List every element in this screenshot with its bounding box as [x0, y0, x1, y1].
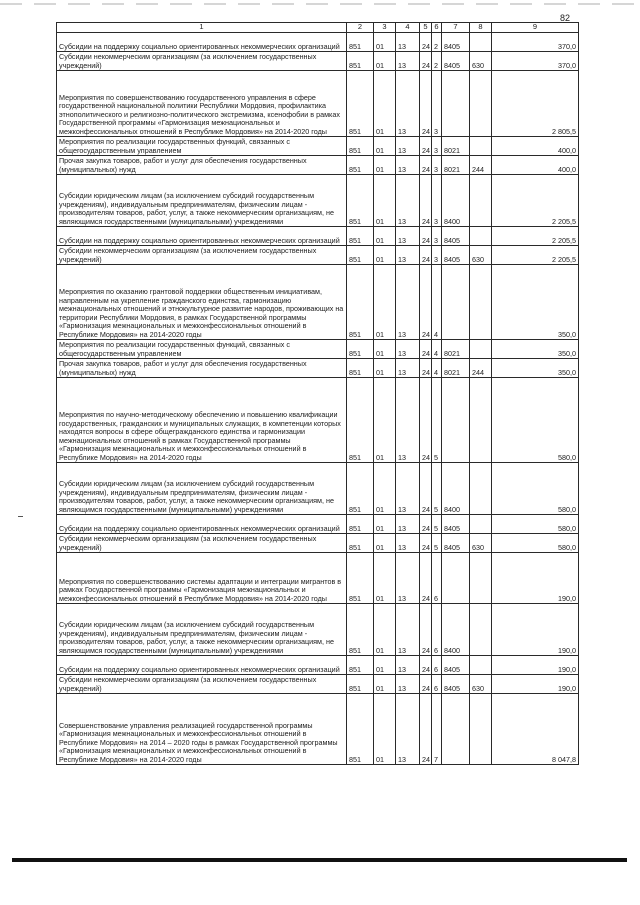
table-row [57, 137, 579, 156]
subprogram-code: 3 [432, 137, 442, 156]
row-description: Мероприятия по реализации государственных функций, связанных с общегосударственным управлением [57, 137, 347, 156]
section-code: 01 [374, 156, 396, 175]
subprogram-code: 3 [432, 175, 442, 227]
program-code: 24 [420, 246, 432, 265]
target-code: 8400 [442, 463, 470, 515]
subprogram-code: 2 [432, 52, 442, 71]
program-code: 24 [420, 515, 432, 534]
col-header: 4 [396, 23, 420, 33]
ministry-code: 851 [347, 156, 374, 175]
ministry-code: 851 [347, 534, 374, 553]
ministry-code: 851 [347, 656, 374, 675]
ministry-code: 851 [347, 175, 374, 227]
table-row [57, 246, 579, 265]
program-code: 24 [420, 553, 432, 604]
table-row [57, 359, 579, 378]
table-row [57, 656, 579, 675]
subsection-code: 13 [396, 52, 420, 71]
ministry-code: 851 [347, 515, 374, 534]
table-row [57, 604, 579, 656]
table-row [57, 52, 579, 71]
amount: 580,0 [492, 378, 579, 463]
row-description: Субсидии некоммерческим организациям (за исключением государственных учреждений) [57, 534, 347, 553]
target-code [442, 553, 470, 604]
section-code: 01 [374, 71, 396, 137]
subprogram-code: 6 [432, 553, 442, 604]
program-code: 24 [420, 656, 432, 675]
target-code: 8400 [442, 604, 470, 656]
expense-type-code: 630 [470, 675, 492, 694]
section-code: 01 [374, 265, 396, 340]
program-code: 24 [420, 534, 432, 553]
subprogram-code: 3 [432, 156, 442, 175]
subprogram-code: 6 [432, 675, 442, 694]
ministry-code: 851 [347, 33, 374, 52]
subsection-code: 13 [396, 137, 420, 156]
subsection-code: 13 [396, 175, 420, 227]
subsection-code: 13 [396, 463, 420, 515]
section-code: 01 [374, 340, 396, 359]
col-header: 3 [374, 23, 396, 33]
subsection-code: 13 [396, 604, 420, 656]
row-description: Субсидии на поддержку социально ориентированных некоммерческих организаций [57, 515, 347, 534]
section-code: 01 [374, 175, 396, 227]
table-row [57, 378, 579, 463]
expense-type-code [470, 227, 492, 246]
amount: 190,0 [492, 656, 579, 675]
subprogram-code: 6 [432, 604, 442, 656]
expense-type-code [470, 694, 492, 765]
table-body [57, 23, 579, 765]
subprogram-code: 3 [432, 246, 442, 265]
row-description: Мероприятия по научно-методическому обеспечению и повышению квалификации государственных, гражданских и муниципальных служащих, в компетенции которых находятся вопросы в сфере общегражданского единства и гармонизации межнациональных отношений в рамках Государственной программы «Гармонизация межнациональных и межконфессиональных отношений в Республике Мордовия» на 2014-2020 годы [57, 378, 347, 463]
subprogram-code: 6 [432, 656, 442, 675]
col-header: 9 [492, 23, 579, 33]
program-code: 24 [420, 694, 432, 765]
section-code: 01 [374, 515, 396, 534]
section-code: 01 [374, 359, 396, 378]
target-code: 8021 [442, 340, 470, 359]
scan-edge-artifact [0, 3, 640, 5]
amount: 8 047,8 [492, 694, 579, 765]
subprogram-code: 5 [432, 378, 442, 463]
subsection-code: 13 [396, 156, 420, 175]
expense-type-code: 244 [470, 156, 492, 175]
table-row [57, 265, 579, 340]
section-code: 01 [374, 378, 396, 463]
target-code: 8405 [442, 52, 470, 71]
ministry-code: 851 [347, 137, 374, 156]
scan-speck [18, 516, 23, 517]
subsection-code: 13 [396, 534, 420, 553]
subprogram-code: 5 [432, 534, 442, 553]
table-row [57, 553, 579, 604]
amount: 580,0 [492, 463, 579, 515]
target-code: 8405 [442, 227, 470, 246]
section-code: 01 [374, 675, 396, 694]
ministry-code: 851 [347, 227, 374, 246]
table-row [57, 175, 579, 227]
expense-type-code [470, 340, 492, 359]
table-row [57, 227, 579, 246]
target-code: 8400 [442, 175, 470, 227]
program-code: 24 [420, 265, 432, 340]
amount: 2 205,5 [492, 175, 579, 227]
expense-type-code [470, 515, 492, 534]
table-row [57, 534, 579, 553]
amount: 580,0 [492, 515, 579, 534]
subsection-code: 13 [396, 246, 420, 265]
program-code: 24 [420, 463, 432, 515]
target-code: 8021 [442, 156, 470, 175]
target-code [442, 378, 470, 463]
expense-type-code: 244 [470, 359, 492, 378]
row-description: Субсидии некоммерческим организациям (за исключением государственных учреждений) [57, 52, 347, 71]
ministry-code: 851 [347, 694, 374, 765]
target-code: 8405 [442, 675, 470, 694]
expense-type-code [470, 604, 492, 656]
col-header: 7 [442, 23, 470, 33]
expense-type-code [470, 553, 492, 604]
row-description: Мероприятия по реализации государственных функций, связанных с общегосударственным управлением [57, 340, 347, 359]
section-code: 01 [374, 694, 396, 765]
target-code: 8405 [442, 246, 470, 265]
ministry-code: 851 [347, 359, 374, 378]
subsection-code: 13 [396, 359, 420, 378]
expense-type-code: 630 [470, 534, 492, 553]
target-code: 8405 [442, 534, 470, 553]
section-code: 01 [374, 246, 396, 265]
row-description: Субсидии юридическим лицам (за исключением субсидий государственным учреждениям), индивидуальным предпринимателям, физическим лицам - производителям товаров, работ, услуг, а также некоммерческим организациям, не являющимся государственными (муниципальными) учреждениями [57, 604, 347, 656]
section-code: 01 [374, 463, 396, 515]
section-code: 01 [374, 604, 396, 656]
table-row [57, 463, 579, 515]
ministry-code: 851 [347, 553, 374, 604]
target-code: 8405 [442, 656, 470, 675]
row-description: Субсидии некоммерческим организациям (за исключением государственных учреждений) [57, 675, 347, 694]
program-code: 24 [420, 33, 432, 52]
amount: 350,0 [492, 359, 579, 378]
amount: 2 205,5 [492, 246, 579, 265]
col-header: 2 [347, 23, 374, 33]
ministry-code: 851 [347, 675, 374, 694]
target-code [442, 694, 470, 765]
amount: 370,0 [492, 52, 579, 71]
table-row [57, 33, 579, 52]
subsection-code: 13 [396, 694, 420, 765]
table-row [57, 340, 579, 359]
column-number-header [57, 23, 579, 33]
col-header: 1 [57, 23, 347, 33]
program-code: 24 [420, 359, 432, 378]
ministry-code: 851 [347, 265, 374, 340]
target-code [442, 265, 470, 340]
subprogram-code: 5 [432, 515, 442, 534]
table-row [57, 515, 579, 534]
section-code: 01 [374, 534, 396, 553]
table-row [57, 694, 579, 765]
program-code: 24 [420, 71, 432, 137]
section-code: 01 [374, 656, 396, 675]
amount: 580,0 [492, 534, 579, 553]
subprogram-code: 3 [432, 227, 442, 246]
subprogram-code: 4 [432, 359, 442, 378]
section-code: 01 [374, 553, 396, 604]
row-description: Субсидии на поддержку социально ориентированных некоммерческих организаций [57, 227, 347, 246]
program-code: 24 [420, 604, 432, 656]
target-code: 8405 [442, 515, 470, 534]
subprogram-code: 7 [432, 694, 442, 765]
ministry-code: 851 [347, 340, 374, 359]
row-description: Субсидии на поддержку социально ориентированных некоммерческих организаций [57, 656, 347, 675]
subsection-code: 13 [396, 675, 420, 694]
row-description: Совершенствование управления реализацией государственной программы «Гармонизация межнациональных и межконфессиональных отношений в Республике Мордовия» на 2014 – 2020 годы в рамках Государственной программы «Гармонизация межнациональных и межконфессиональных отношений в Республике Мордовия» на 2014-2020 годы [57, 694, 347, 765]
expense-type-code: 630 [470, 52, 492, 71]
program-code: 24 [420, 227, 432, 246]
amount: 2 205,5 [492, 227, 579, 246]
page-number: 82 [560, 13, 571, 23]
amount: 370,0 [492, 33, 579, 52]
program-code: 24 [420, 156, 432, 175]
table-row [57, 71, 579, 137]
section-code: 01 [374, 33, 396, 52]
row-description: Субсидии некоммерческим организациям (за исключением государственных учреждений) [57, 246, 347, 265]
expense-type-code [470, 463, 492, 515]
amount: 350,0 [492, 265, 579, 340]
row-description: Субсидии на поддержку социально ориентированных некоммерческих организаций [57, 33, 347, 52]
row-description: Мероприятия по совершенствованию государственного управления в сфере государственной национальной политики Республики Мордовия, профилактика этнополитического и религиозно-политического экстремизма, ксенофобии в рамках Государственной программы «Гармонизация межнациональных и межконфессиональных отношений в Республике Мордовия» на 2014-2020 годы [57, 71, 347, 137]
program-code: 24 [420, 675, 432, 694]
table-row [57, 156, 579, 175]
subsection-code: 13 [396, 33, 420, 52]
row-description: Субсидии юридическим лицам (за исключением субсидий государственным учреждениям), индивидуальным предпринимателям, физическим лицам - производителям товаров, работ, услуг, а также некоммерческим организациям, не являющимся государственными (муниципальными) учреждениями [57, 175, 347, 227]
program-code: 24 [420, 52, 432, 71]
expense-type-code: 630 [470, 246, 492, 265]
program-code: 24 [420, 340, 432, 359]
subsection-code: 13 [396, 71, 420, 137]
row-description: Прочая закупка товаров, работ и услуг для обеспечения государственных (муниципальных) нужд [57, 359, 347, 378]
section-code: 01 [374, 52, 396, 71]
target-code: 8405 [442, 33, 470, 52]
subsection-code: 13 [396, 340, 420, 359]
subsection-code: 13 [396, 227, 420, 246]
program-code: 24 [420, 137, 432, 156]
expense-type-code [470, 265, 492, 340]
amount: 350,0 [492, 340, 579, 359]
subprogram-code: 5 [432, 463, 442, 515]
row-description: Прочая закупка товаров, работ и услуг для обеспечения государственных (муниципальных) нужд [57, 156, 347, 175]
subprogram-code: 4 [432, 265, 442, 340]
expense-type-code [470, 656, 492, 675]
program-code: 24 [420, 175, 432, 227]
amount: 190,0 [492, 604, 579, 656]
ministry-code: 851 [347, 378, 374, 463]
subprogram-code: 3 [432, 71, 442, 137]
target-code [442, 71, 470, 137]
subsection-code: 13 [396, 656, 420, 675]
target-code: 8021 [442, 359, 470, 378]
page-bottom-rule [12, 858, 627, 862]
amount: 2 805,5 [492, 71, 579, 137]
ministry-code: 851 [347, 463, 374, 515]
table-row [57, 675, 579, 694]
expense-type-code [470, 378, 492, 463]
section-code: 01 [374, 227, 396, 246]
program-code: 24 [420, 378, 432, 463]
subsection-code: 13 [396, 553, 420, 604]
expense-type-code [470, 33, 492, 52]
ministry-code: 851 [347, 246, 374, 265]
amount: 400,0 [492, 137, 579, 156]
subprogram-code: 4 [432, 340, 442, 359]
expense-type-code [470, 137, 492, 156]
target-code: 8021 [442, 137, 470, 156]
row-description: Мероприятия по совершенствованию системы адаптации и интеграции мигрантов в рамках Государственной программы «Гармонизация межнациональных и межконфессиональных отношений в Республике Мордовия» на 2014-2020 годы [57, 553, 347, 604]
subsection-code: 13 [396, 265, 420, 340]
row-description: Субсидии юридическим лицам (за исключением субсидий государственным учреждениям), индивидуальным предпринимателям, физическим лицам - производителям товаров, работ, услуг, а также некоммерческим организациям, не являющимся государственными (муниципальными) учреждениями [57, 463, 347, 515]
col-header: 6 [432, 23, 442, 33]
amount: 190,0 [492, 553, 579, 604]
row-description: Мероприятия по оказанию грантовой поддержки общественным инициативам, направленным на укрепление гражданского единства, гармонизацию межнациональных отношений и этнокультурное развитие народов, проживающих на территории Республики Мордовия, в рамках Государственной программы «Гармонизация межнациональных и межконфессиональных отношений в Республике Мордовия» на 2014-2020 годы [57, 265, 347, 340]
amount: 400,0 [492, 156, 579, 175]
expense-type-code [470, 71, 492, 137]
subsection-code: 13 [396, 378, 420, 463]
expense-type-code [470, 175, 492, 227]
ministry-code: 851 [347, 71, 374, 137]
col-header: 8 [470, 23, 492, 33]
ministry-code: 851 [347, 52, 374, 71]
subsection-code: 13 [396, 515, 420, 534]
subprogram-code: 2 [432, 33, 442, 52]
budget-table [56, 22, 579, 765]
amount: 190,0 [492, 675, 579, 694]
section-code: 01 [374, 137, 396, 156]
col-header: 5 [420, 23, 432, 33]
ministry-code: 851 [347, 604, 374, 656]
